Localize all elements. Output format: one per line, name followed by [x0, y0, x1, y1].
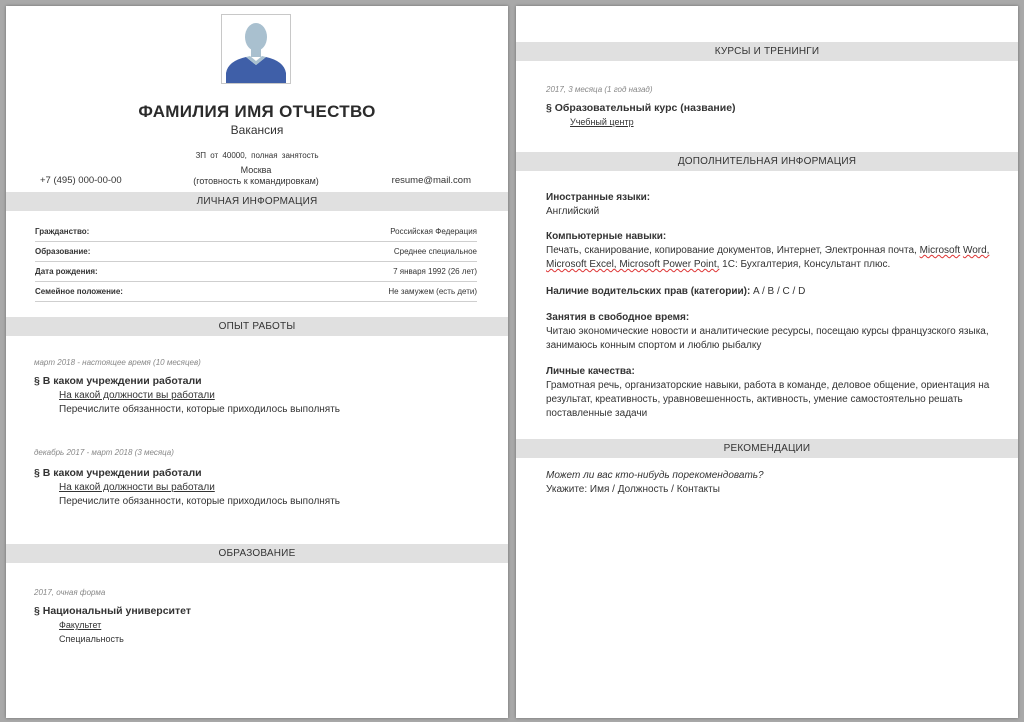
- person-avatar-icon: [222, 15, 290, 83]
- job-period: декабрь 2017 - март 2018 (3 месяца): [34, 448, 174, 457]
- vacancy-title: Вакансия: [230, 123, 284, 137]
- computer-skills-label: Компьютерные навыки:: [546, 231, 667, 242]
- course-period: 2017, 3 месяца (1 год назад): [546, 85, 653, 94]
- course-center: Учебный центр: [570, 117, 634, 127]
- personal-qualities-label: Личные качества:: [546, 366, 635, 377]
- languages-value: Английский: [546, 206, 600, 217]
- info-label: Гражданство:: [35, 227, 90, 236]
- course-name: § Образовательный курс (название): [546, 102, 736, 114]
- phone-number: +7 (495) 000-00-00: [40, 175, 122, 186]
- skills-ms-text-2: Word, Microsoft Excel, Microsoft Power Point,: [546, 245, 990, 270]
- info-row-marital-status: [35, 282, 477, 302]
- info-value: 7 января 1992 (26 лет): [393, 267, 477, 276]
- education-faculty: Факультет: [59, 620, 102, 630]
- resume-page-1: [6, 6, 508, 718]
- job-position: На какой должности вы работали: [59, 482, 215, 493]
- section-education: ОБРАЗОВАНИЕ: [6, 544, 508, 563]
- education-specialty: Специальность: [59, 634, 124, 644]
- city: Москва: [240, 165, 272, 175]
- education-period: 2017, очная форма: [34, 588, 106, 597]
- education-institution: § Национальный университет: [34, 605, 191, 617]
- computer-skills-value: [546, 244, 991, 272]
- info-value: Российская Федерация: [390, 227, 477, 236]
- job-organization: § В каком учреждении работали: [34, 467, 202, 479]
- section-recommendations: РЕКОМЕНДАЦИИ: [516, 439, 1018, 458]
- info-label: Образование:: [35, 247, 91, 256]
- driving-license-value: A / B / C / D: [750, 286, 806, 297]
- skills-ms-text: Microsoft: [919, 245, 961, 256]
- languages-label: Иностранные языки:: [546, 192, 651, 203]
- driving-license-line: [546, 285, 991, 299]
- recommendation-instruction: Укажите: Имя / Должность / Контакты: [546, 484, 720, 495]
- section-work-experience: ОПЫТ РАБОТЫ: [6, 317, 508, 336]
- job-period: март 2018 - настоящее время (10 месяцев): [34, 358, 201, 367]
- profile-photo-placeholder: [221, 14, 291, 84]
- personal-info-table: [35, 222, 477, 302]
- hobby-value: Читаю экономические новости и аналитические ресурсы, посещаю курсы французского языка, занимаюсь конным спортом и люблю рыбалку: [546, 326, 989, 351]
- hobby-label: Занятия в свободное время:: [546, 312, 690, 323]
- travel-readiness: (готовность к командировкам): [193, 176, 319, 186]
- skills-text-2: 1С: Бухгалтерия, Консультант плюс.: [719, 259, 891, 270]
- info-row-citizenship: [35, 222, 477, 242]
- full-name: ФАМИЛИЯ ИМЯ ОТЧЕСТВО: [138, 102, 376, 121]
- skills-text: Печать, сканирование, копирование документов, Интернет, Электронная почта,: [546, 245, 920, 256]
- section-additional-info: ДОПОЛНИТЕЛЬНАЯ ИНФОРМАЦИЯ: [516, 152, 1018, 171]
- info-row-birthdate: [35, 262, 477, 282]
- location-block: [156, 165, 356, 187]
- personal-qualities-value: Грамотная речь, организаторские навыки, работа в команде, деловое общение, ориентация на результат, креативность, уравновешенность, активность, умение самостоятельно решать поставленные задачи: [546, 380, 990, 419]
- info-label: Дата рождения:: [35, 267, 98, 276]
- job-duties: Перечислите обязанности, которые приходилось выполнять: [59, 496, 341, 507]
- job-organization: § В каком учреждении работали: [34, 375, 202, 387]
- driving-license-label: Наличие водительских прав (категории):: [546, 286, 751, 297]
- job-duties: Перечислите обязанности, которые приходилось выполнять: [59, 404, 341, 415]
- recommendation-question: Может ли вас кто-нибудь порекомендовать?: [546, 470, 764, 481]
- job-position: На какой должности вы работали: [59, 390, 215, 401]
- info-value: Не замужем (есть дети): [388, 287, 477, 296]
- section-personal-info: ЛИЧНАЯ ИНФОРМАЦИЯ: [6, 192, 508, 211]
- section-courses: КУРСЫ И ТРЕНИНГИ: [516, 42, 1018, 61]
- resume-page-2: [516, 6, 1018, 718]
- email-address: resume@mail.com: [391, 175, 471, 186]
- info-label: Семейное положение:: [35, 287, 123, 296]
- salary-line: ЗП от 40000, полная занятость: [195, 151, 319, 160]
- info-value: Среднее специальное: [393, 247, 477, 256]
- info-row-education: [35, 242, 477, 262]
